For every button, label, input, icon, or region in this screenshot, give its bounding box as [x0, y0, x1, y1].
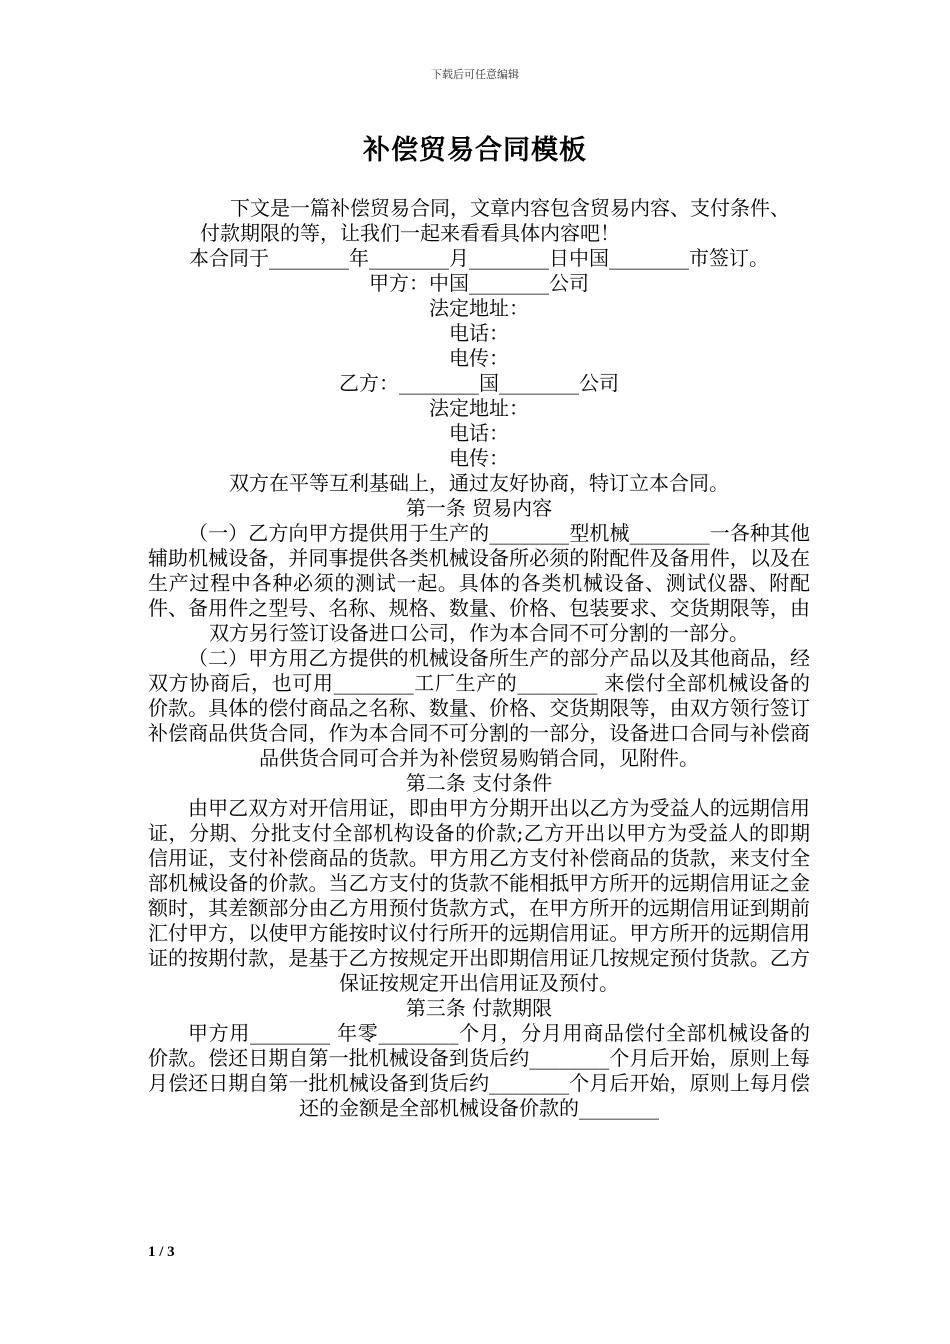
article1-clause2: （二）甲方用乙方提供的机械设备所生产的部分产品以及其他商品，经双方协商后，也可用________工厂生产的________ 来偿付全部机械设备的价款。具体的偿付商品之名称、数量、价格、交货期限等，由双方领行签订补偿商品供货合同，作为本合同不可分割的一部分，设备进口合同与补偿商品供货合同可合并为补偿贸易购销合同，见附件。	[148, 646, 810, 770]
page-number: 1 / 3	[148, 1244, 175, 1260]
document-body	[148, 196, 810, 1121]
signing-line: 本合同于________年________月________日中国________市签订。	[189, 246, 769, 270]
party-a-address: 法定地址：	[429, 296, 529, 320]
article1-clause1: （一）乙方向甲方提供用于生产的________型机械________一各种其他辅助机械设备，并同事提供各类机械设备所必须的附配件及备用件，以及在生产过程中各种必须的测试一起。具体的各类机械设备、测试仪器、附配件、备用件之型号、名称、规格、数量、价格、包装要求、交货期限等，由双方另行签订设备进口公司，作为本合同不可分割的一部分。	[148, 521, 810, 645]
intro-paragraph: 下文是一篇补偿贸易合同，文章内容包含贸易内容、支付条件、付款期限的等，让我们一起来看看具体内容吧！	[200, 196, 790, 245]
header-note: 下载后可任意编辑	[431, 68, 519, 81]
party-b-address: 法定地址：	[429, 396, 529, 420]
article3-heading: 第三条 付款期限	[405, 996, 553, 1020]
party-b-phone: 电话：	[449, 421, 509, 445]
party-a-name: 甲方：中国________公司	[369, 271, 589, 295]
article1-heading: 第一条 贸易内容	[405, 496, 553, 520]
article3-body: 甲方用________ 年零________个月，分月用商品偿付全部机械设备的价款。偿还日期自第一批机械设备到货后约________个月后开始，原则上每月偿还日期自第一批机械设备到货后约________个月后开始，原则上每月偿还的金额是全部机械设备价款的________	[148, 1021, 810, 1120]
preamble: 双方在平等互利基础上，通过友好协商，特订立本合同。	[229, 471, 729, 495]
party-a-phone: 电话：	[449, 321, 509, 345]
party-b-fax: 电传：	[449, 446, 509, 470]
article2-body: 由甲乙双方对开信用证，即由甲方分期开出以乙方为受益人的远期信用证，分期、分批支付全部机构设备的价款;乙方开出以甲方为受益人的即期信用证，支付补偿商品的货款。甲方用乙方支付补偿商品的货款，来支付全部机械设备的价款。当乙方支付的货款不能相抵甲方所开的远期信用证之金额时，其差额部分由乙方用预付货款方式，在甲方所开的远期信用证到期前汇付甲方，以使甲方能按时议付行所开的远期信用证。甲方所开的远期信用证的按期付款，是基于乙方按规定开出即期信用证几按规定预付货款。乙方保证按规定开出信用证及预付。	[148, 796, 810, 995]
article2-heading: 第二条 支付条件	[405, 771, 553, 795]
party-b-name: 乙方：________国________公司	[339, 371, 619, 395]
document-title: 补偿贸易合同模板	[363, 135, 587, 166]
party-a-fax: 电传：	[449, 346, 509, 370]
